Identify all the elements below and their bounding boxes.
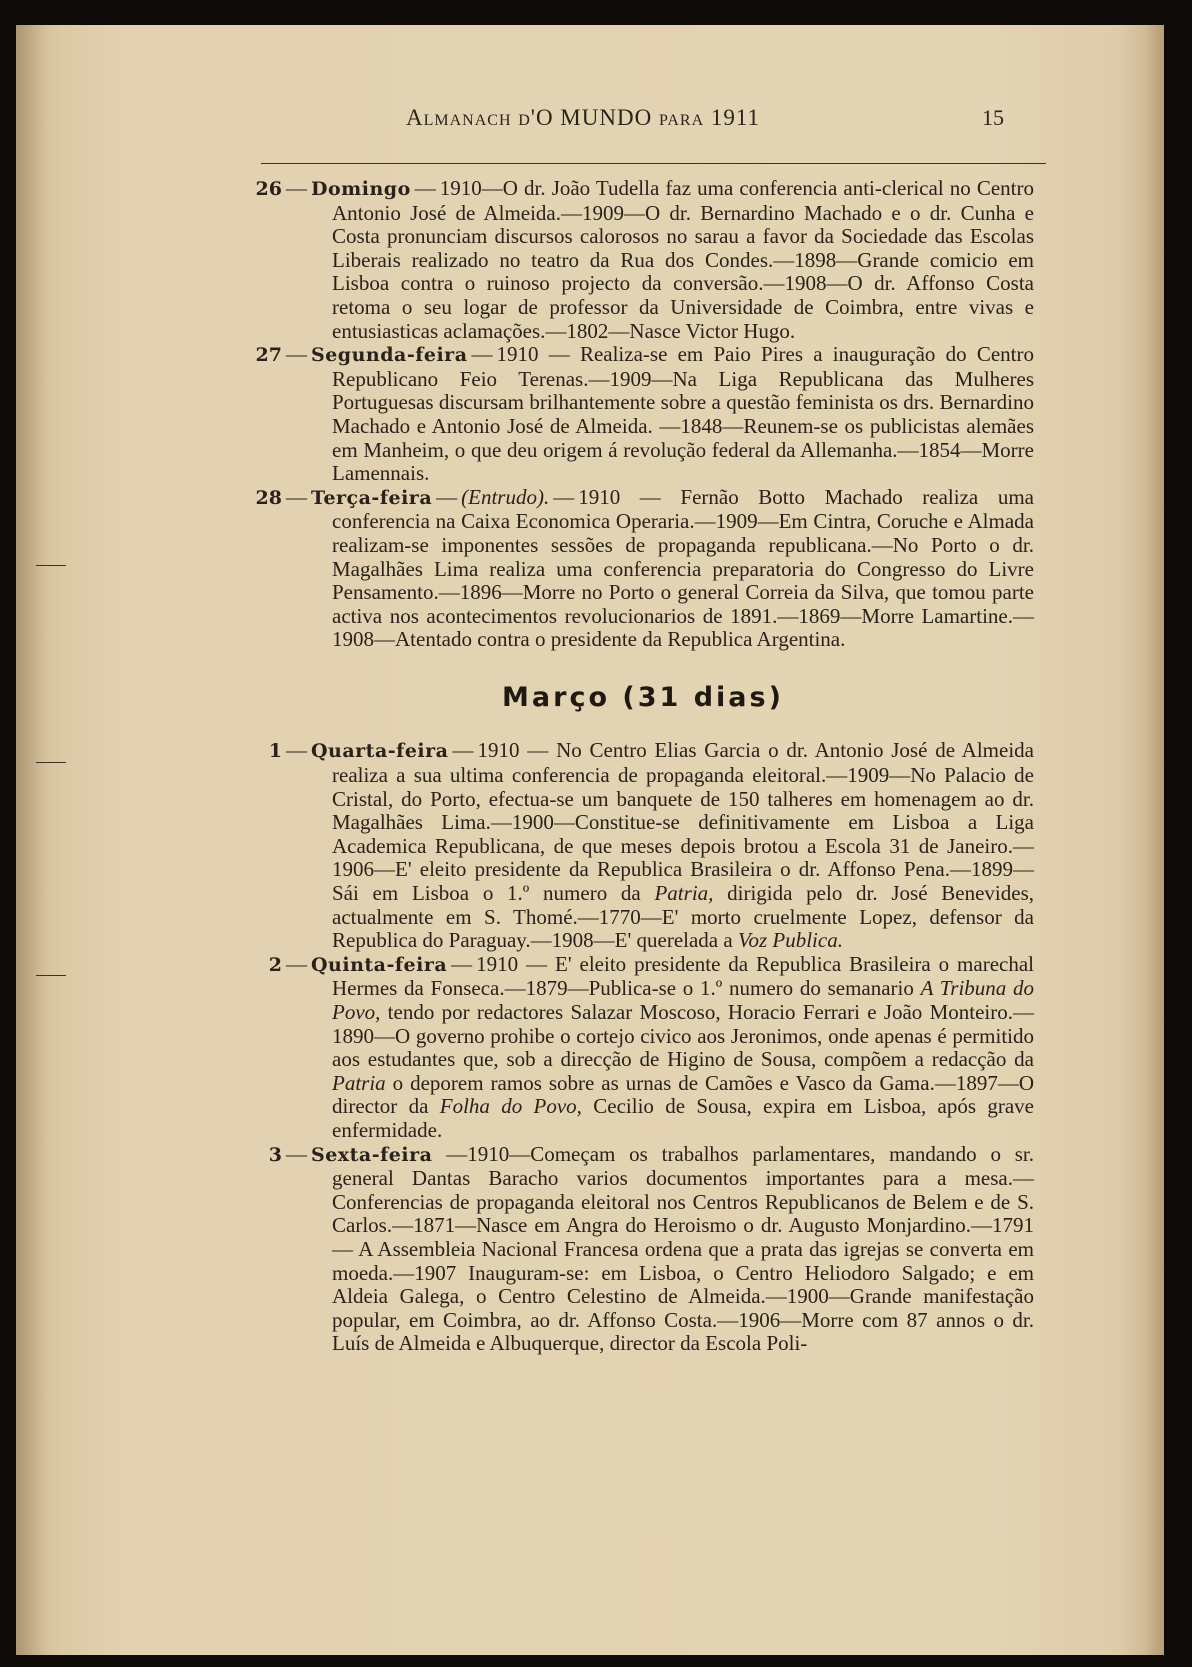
entry-text: 1910—O dr. João Tudella faz uma conferencia anti-clerical no Centro Antonio José de Almeida.—1909—O dr. Bernardino Machado e o dr. Cunha e Costa pronunciam discursos calorosos no sarau a favor da Sociedade das Escolas Liberais realizado no teatro da Rua dos Condes.—1898—Grande comicio em Lisboa contra o ruinoso projecto da conversão.—1908—O dr. Affonso Costa retoma o seu logar de professor da Universidade de Coimbra, entre vivas e entusiasticas aclamações.—1802—Nasce Victor Hugo. [332,176,1034,343]
entry-text: 1910 — E' eleito presidente da Republica Brasileira o marechal Hermes da Fonseca.—1879—Publica-se o 1.º numero do semanario [332,951,1034,1001]
entry-text: 1910 — Fernão Botto Machado realiza uma conferencia na Caixa Economica Operaria.—1909—Em Cintra, Coruche e Almada realizam-se imponentes sessões de propaganda republicana.—No Porto o dr. Magalhães Lima realiza uma conferencia preparatoria do Congresso do Livre Pensamento.—1896—Morre no Porto o general Correia da Silva, que tomou parte activa nos acontecimentos revolucionarios de 1891.—1869—Morre Lamartine.—1908—Atentado contra o presidente da Republica Argentina. [332,484,1034,652]
publication-title: Folha do Povo, [439,1094,582,1119]
day-number: 27 [255,344,282,367]
entry-text: Cecilio de Sousa, expira em Lisboa, após grave enfermidade. [332,1094,1034,1142]
day-entry: 2 — Quinta-feira — 1910 — E' eleito presidente da Republica Brasileira o marechal Hermes da Fonseca.—1879—Publica-se o 1.º numero do semanario A Tribuna do Povo, tendo por redactores Salazar Moscoso, Horacio Ferrari e João Monteiro.—1890—O governo prohibe o cortejo civico aos Jeronimos, onde apenas é permitido aos estudantes que, sob a direcção de Higino de Sousa, compõem a redacção da Patria o deporem ramos sobre as urnas de Camões e Vasco da Gama.—1897—O director da Folha do Povo, Cecilio de Sousa, expira em Lisboa, após grave enfermidade. [252,953,1034,1143]
page-number: 15 [982,105,1004,130]
day-entry: 26 — Domingo — 1910—O dr. João Tudella faz uma conferencia anti-clerical no Centro Antonio José de Almeida.—1909—O dr. Bernardino Machado e o dr. Cunha e Costa pronunciam discursos calorosos no sarau a favor da Sociedade das Escolas Liberais realizado no teatro da Rua dos Condes.—1898—Grande comicio em Lisboa contra o ruinoso projecto da conversão.—1908—O dr. Affonso Costa retoma o seu logar de professor da Universidade de Coimbra, entre vivas e entusiasticas aclamações.—1802—Nasce Victor Hugo. [252,177,1034,343]
day-number: 2 [268,953,282,976]
day-number: 26 [255,178,282,200]
entry-text: 1910 — No Centro Elias Garcia o dr. Antonio José de Almeida realiza a sua ultima conferencia de propaganda eleitoral.—1909—No Palacio de Cristal, do Porto, efectua-se um banquete de 150 talheres em homenagem ao dr. Magalhães Lima.—1900—Constitue-se definitivamente em Lisboa a Liga Academica Republicana, de que meses depois brotou a Escola 31 de Janeiro.—1906—E' eleito presidente da Republica Brasileira o dr. Affonso Pena.—1899—Sái em Lisboa o 1.º numero da [332,738,1034,906]
day-entry: 1 — Quarta-feira — 1910 — No Centro Elias Garcia o dr. Antonio José de Almeida realiza a sua ultima conferencia de propaganda eleitoral.—1909—No Palacio de Cristal, do Porto, efectua-se um banquete de 150 talheres em homenagem ao dr. Magalhães Lima.—1900—Constitue-se definitivamente em Lisboa a Liga Academica Republicana, de que meses depois brotou a Escola 31 de Janeiro.—1906—E' eleito presidente da Republica Brasileira o dr. Affonso Pena.—1899—Sái em Lisboa o 1.º numero da Patria, dirigida pelo dr. José Benevides, actualmente em S. Thomé.—1770—E' morto cruelmente Lopez, defensor da Republica do Paraguay.—1908—E' querelada a Voz Publica. [252,739,1034,952]
day-number: 1 [268,740,282,763]
entry-note: (Entrudo). [461,484,550,509]
entry-text: o deporem ramos sobre as urnas de Camões e Vasco da Gama.—1897—O director da [332,1070,1034,1119]
day-entry: 3 — Sexta-feira —1910—Começam os trabalhos parlamentares, mandando o sr. general Dantas Baracho varios documentos importantes para a mesa.—Conferencias de propaganda eleitoral nos Centros Republicanos de Belem e de S. Carlos.—1871—Nasce em Angra do Heroismo o dr. Augusto Monjardino.—1791 — A Assembleia Nacional Francesa ordena que a prata das igrejas se converta em moeda.—1907 Inauguram-se: em Lisboa, o Centro Heliodoro Salgado; e em Aldeia Galega, o Centro Celestino de Almeida.—1900—Grande manifestação popular, em Coimbra, ao dr. Affonso Costa.—1906—Morre com 87 annos o dr. Luís de Almeida e Albuquerque, director da Escola Poli- [252,1143,1034,1356]
running-header [16,105,1164,145]
entry-text: 1910 — Realiza-se em Paio Pires a inauguração do Centro Republicano Feio Terenas.—1909—Na Liga Republicana das Mulheres Portuguesas discursam brilhantemente sobre a questão feminista os drs. Bernardino Machado e Antonio José de Almeida. —1848—Reunem-se os publicistas alemães em Manheim, o que deu origem á revolução federal da Allemanha.—1854—Morre Lamennais. [332,342,1034,486]
gutter-mark [36,975,66,976]
day-name: Quinta-feira [311,953,448,976]
publication-title: Voz Publica. [737,928,843,953]
header-title: Almanach d'O MUNDO para 1911 [406,105,761,130]
publication-title: Patria [332,1070,386,1095]
entry-text: dirigida pelo dr. José Benevides, actualmente em S. Thomé.—1770—E' morto cruelmente Lopez, defensor da Republica do Paraguay.—1908—E' querelada a [332,881,1034,953]
publication-title: A Tribuna do Povo, [332,976,1034,1024]
month-heading: Março (31 dias) [502,681,784,713]
book-page [16,25,1164,1655]
day-entry: 27 — Segunda-feira — 1910 — Realiza-se em Paio Pires a inauguração do Centro Republicano Feio Terenas.—1909—Na Liga Republicana das Mulheres Portuguesas discursam brilhantemente sobre a questão feminista os drs. Bernardino Machado e Antonio José de Almeida. —1848—Reunem-se os publicistas alemães em Manheim, o que deu origem á revolução federal da Allemanha.—1854—Morre Lamennais. [252,343,1034,486]
day-entry: 28 — Terça-feira — (Entrudo). — 1910 — Fernão Botto Machado realiza uma conferencia na Caixa Economica Operaria.—1909—Em Cintra, Coruche e Almada realizam-se imponentes sessões de propaganda republicana.—No Porto o dr. Magalhães Lima realiza uma conferencia preparatoria do Congresso do Livre Pensamento.—1896—Morre no Porto o general Correia da Silva, que tomou parte activa nos acontecimentos revolucionarios de 1891.—1869—Morre Lamartine.—1908—Atentado contra o presidente da Republica Argentina. [252,486,1034,652]
gutter-mark [36,565,66,566]
day-name: Terça-feira [311,486,433,509]
entry-text: tendo por redactores Salazar Moscoso, Horacio Ferrari e João Monteiro.—1890—O governo prohibe o cortejo civico aos Jeronimos, onde apenas é permitido aos estudantes que, sob a direcção de Higino de Sousa, compõem a redacção da [332,1000,1034,1072]
day-name: Quarta-feira [311,740,449,763]
entry-text: —1910—Começam os trabalhos parlamentares, mandando o sr. general Dantas Baracho varios documentos importantes para a mesa.—Conferencias de propaganda eleitoral nos Centros Republicanos de Belem e de S. Carlos.—1871—Nasce em Angra do Heroismo o dr. Augusto Monjardino.—1791 — A Assembleia Nacional Francesa ordena que a prata das igrejas se converta em moeda.—1907 Inauguram-se: em Lisboa, o Centro Heliodoro Salgado; e em Aldeia Galega, o Centro Celestino de Almeida.—1900—Grande manifestação popular, em Coimbra, ao dr. Affonso Costa.—1906—Morre com 87 annos o dr. Luís de Almeida e Albuquerque, director da Escola Poli- [332,1141,1034,1356]
gutter-mark [36,762,66,763]
day-number: 28 [255,486,282,509]
day-name: Segunda-feira [311,344,468,367]
page-body [252,177,1034,1356]
day-name: Sexta-feira [311,1143,433,1166]
header-rule [261,163,1046,164]
day-name: Domingo [311,178,411,200]
publication-title: Patria, [654,881,714,906]
day-number: 3 [268,1143,282,1166]
